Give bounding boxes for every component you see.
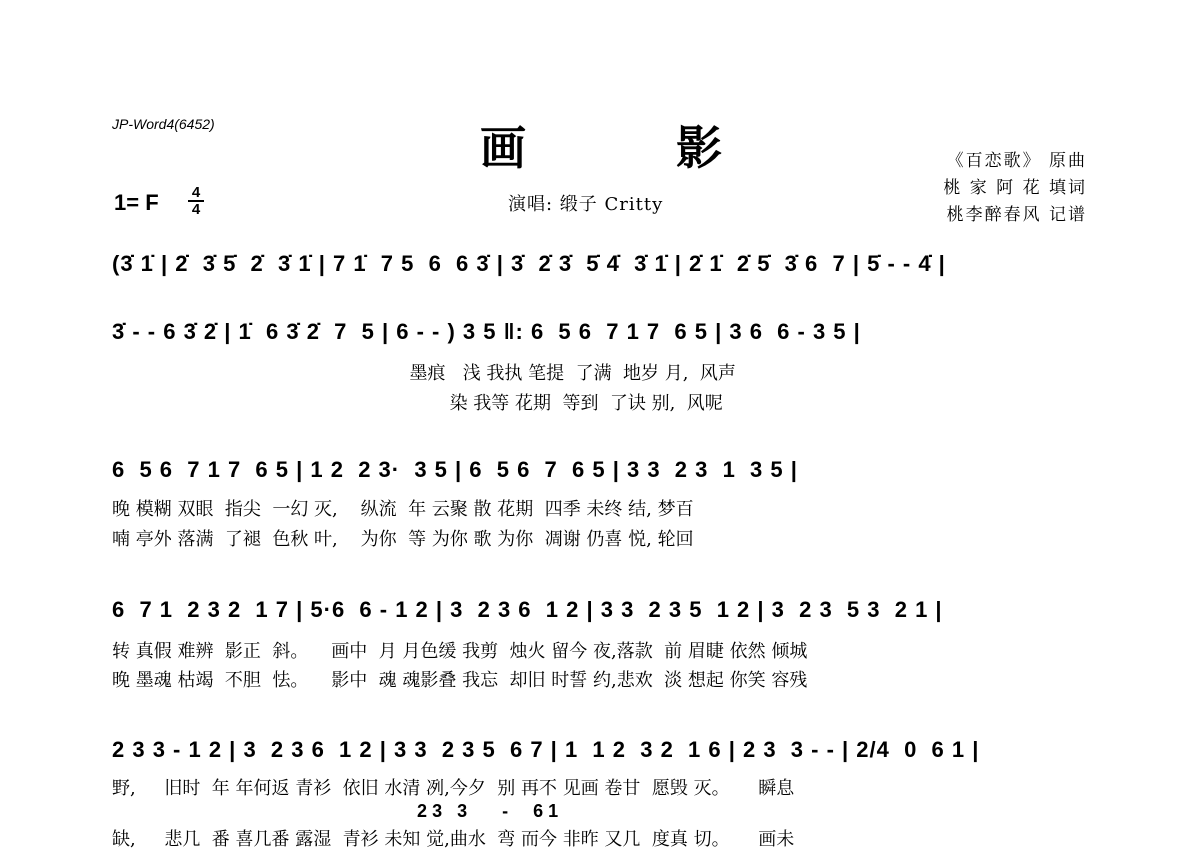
notation-line: 2 3 3 - 1 2 | 3 2 3 6 1 2 | 3 3 2 3 5 6 7 | 1 1 2 3 2 1 6 | 2 3 3 - - | 2/4 0 6 1 |	[112, 737, 980, 762]
lyric-line: 染 我等 花期 等到 了诀 别, 风呢	[112, 393, 723, 414]
lyric-line: 转 真假 难辨 影正 斜。 画中 月 月色缓 我剪 烛火 留今 夜,落款 前 眉睫 依然 倾城	[112, 641, 808, 662]
score-system-4-lyrics-1	[112, 636, 1092, 664]
lyric-line: 缺, 悲几 番 喜几番 露湿 青衫 未知 觉,曲水 弯 而今 非昨 又几 度真 切。 画未	[112, 829, 795, 850]
lyric-line: 晚 墨魂 枯竭 不胆 怯。 影中 魂 魂影叠 我忘 却旧 时誓 约,悲欢 淡 想起 你笑 容残	[112, 670, 808, 691]
score-system-4-notes	[112, 590, 1092, 630]
lyric-line: 野, 旧时 年 年何返 青衫 依旧 水清 冽,今夕 别 再不 见画 卷甘 愿毁 灭。 瞬息	[112, 778, 795, 799]
notation-line: (3̇ 1̇ | 2̇ 3̇ 5̇ 2̇ 3̇ 1̇ | 7 1̇ 7 5 6 6 3̇ | 3̇ 2̇ 3̇ 5̇ 4̇ 3̇ 1̇ | 2̇ 1̇ 2̇ 5̇ 3̇ 6 7 | 5̇ - - 4̇ |	[112, 251, 946, 276]
page-title-part-2: 影	[676, 121, 722, 175]
singer-label: 演唱: 缎子 Critty	[508, 194, 664, 215]
lyric-line: 喃 亭外 落满 了褪 色秋 叶, 为你 等 为你 歌 为你 凋谢 仍喜 悦, 轮回	[112, 529, 694, 550]
time-signature-top: 4	[191, 184, 201, 201]
score-system-2-lyrics-1	[112, 358, 1092, 386]
generator-label: JP-Word4(6452)	[112, 116, 215, 132]
time-signature-bottom: 4	[191, 201, 201, 218]
time-signature	[186, 185, 206, 217]
score-system-3-notes	[112, 450, 1092, 490]
notation-line: 6 5 6 7 1 7 6 5 | 1 2 2 3· 3 5 | 6 5 6 7 6 5 | 3 3 2 3 1 3 5 |	[112, 457, 798, 482]
key-signature: 1= F	[114, 190, 159, 215]
lyric-line: 墨痕 浅 我执 笔提 了满 地岁 月, 风声	[112, 363, 736, 384]
credits-block	[943, 148, 1087, 229]
score-system-1-notes	[112, 244, 1092, 284]
credit-lyricist: 桃 家 阿 花 填词	[943, 178, 1087, 198]
score-system-5-notes	[112, 730, 1092, 770]
score-system-5-coda-notes	[112, 797, 1092, 825]
score-system-5-lyrics-2	[112, 824, 1092, 852]
notation-line: 6 7 1 2 3 2 1 7 | 5·6 6 - 1 2 | 3 2 3 6 1 2 | 3 3 2 3 5 1 2 | 3 2 3 5 3 2 1 |	[112, 597, 943, 622]
page-title-part-1: 画	[480, 121, 526, 175]
score-system-3-lyrics-1	[112, 494, 1092, 522]
credit-original-song: 《百恋歌》 原曲	[946, 151, 1087, 171]
lyric-line: 晚 模糊 双眼 指尖 一幻 灭, 纵流 年 云聚 散 花期 四季 未终 结, 梦百	[112, 499, 694, 520]
score-system-2-lyrics-2	[112, 388, 1092, 416]
notation-line: 2 3 3 - 6 1	[112, 800, 559, 821]
score-system-2-notes	[112, 312, 1092, 352]
score-system-4-lyrics-2	[112, 665, 1092, 693]
score-system-3-lyrics-2	[112, 524, 1092, 552]
credit-transcriber: 桃李醉春风 记谱	[946, 205, 1087, 225]
notation-line: 3̇ - - 6 3̇ 2̇ | 1̇ 6 3̇ 2̇ 7 5 | 6 - - ) 3 5 ‖: 6 5 6 7 1 7 6 5 | 3 6 6 - 3 5 |	[112, 319, 861, 344]
